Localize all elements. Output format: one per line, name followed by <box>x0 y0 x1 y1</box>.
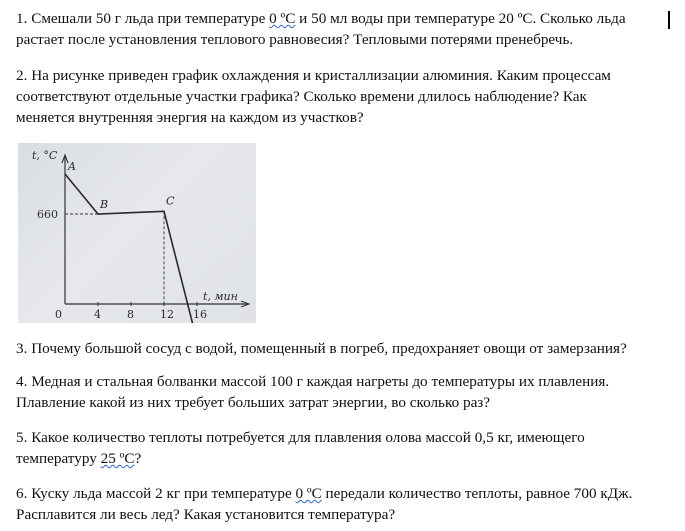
text-run: растает после установления теплового равновесия? Тепловыми потерями пренебречь. <box>16 31 574 48</box>
text-run: 3. Почему большой сосуд с водой, помещенный в погреб, предохраняет овощи от замерзания? <box>16 340 627 357</box>
question-line <box>16 371 678 392</box>
question-line <box>16 338 678 359</box>
text-run: Расплавится ли весь лед? Какая установится температура? <box>16 506 396 523</box>
y-axis-title: t, °C <box>32 149 58 162</box>
question-line <box>16 8 678 29</box>
x-tick-label: 4 <box>94 308 101 321</box>
chart-axes <box>62 155 249 307</box>
text-run: меняется внутренняя энергия на каждом из участков? <box>16 109 364 126</box>
question-line <box>16 86 678 107</box>
chart-series <box>65 174 197 323</box>
question-line <box>16 483 678 504</box>
text-run: 1. Смешали 50 г льда при температуре <box>16 10 270 27</box>
series-line <box>65 174 197 323</box>
text-run: 6. Куску льда массой 2 кг при температуре <box>16 485 296 502</box>
chart-guides <box>65 211 164 304</box>
question-5 <box>16 427 678 469</box>
question-1 <box>16 8 678 50</box>
question-line <box>16 504 678 525</box>
question-line <box>16 65 678 86</box>
text-run: 2. На рисунке приведен график охлаждения и кристаллизации алюминия. Каким процессам <box>16 67 611 84</box>
question-line <box>16 107 678 128</box>
y-tick-label-660: 660 <box>37 208 58 221</box>
text-run: 5. Какое количество теплоты потребуется для плавления олова массой 0,5 кг, имеющего <box>16 429 585 446</box>
question-3 <box>16 338 678 359</box>
text-run: 25 ºС <box>100 450 135 467</box>
text-run: 0 ºС <box>295 485 322 502</box>
chart-labels <box>32 149 238 323</box>
text-run: 0 ºС <box>269 10 296 27</box>
question-line <box>16 392 678 413</box>
cooling-graph-svg <box>18 143 256 323</box>
text-run: 4. Медная и стальная болванки массой 100 г каждая нагреты до температуры их плавления. <box>16 373 610 390</box>
question-4 <box>16 371 678 413</box>
question-line <box>16 448 678 469</box>
point-label-a: A <box>68 159 76 173</box>
x-tick-label: 12 <box>160 308 174 321</box>
question-line <box>16 29 678 50</box>
x-tick-label: 0 <box>55 308 62 321</box>
question-line <box>16 427 678 448</box>
text-run: и 50 мл воды при температуре 20 ºС. Сколько льда <box>295 10 626 27</box>
point-label-c: C <box>166 194 175 208</box>
text-run: ? <box>134 450 142 467</box>
point-label-b: B <box>100 198 109 211</box>
x-tick-label: 16 <box>193 308 207 321</box>
question-6 <box>16 483 678 525</box>
x-axis-title: t, мин <box>203 290 238 303</box>
question-2 <box>16 65 678 128</box>
text-run: соответствуют отдельные участки графика? Сколько времени длилось наблюдение? Как <box>16 88 587 105</box>
text-run: Плавление какой из них требует больших затрат энергии, во сколько раз? <box>16 394 491 411</box>
text-run: передали количество теплоты, равное 700 кДж. <box>321 485 633 502</box>
x-tick-label: 8 <box>127 308 134 321</box>
cooling-graph-figure <box>18 143 256 323</box>
text-cursor <box>668 11 670 29</box>
text-run: температуру <box>16 450 101 467</box>
